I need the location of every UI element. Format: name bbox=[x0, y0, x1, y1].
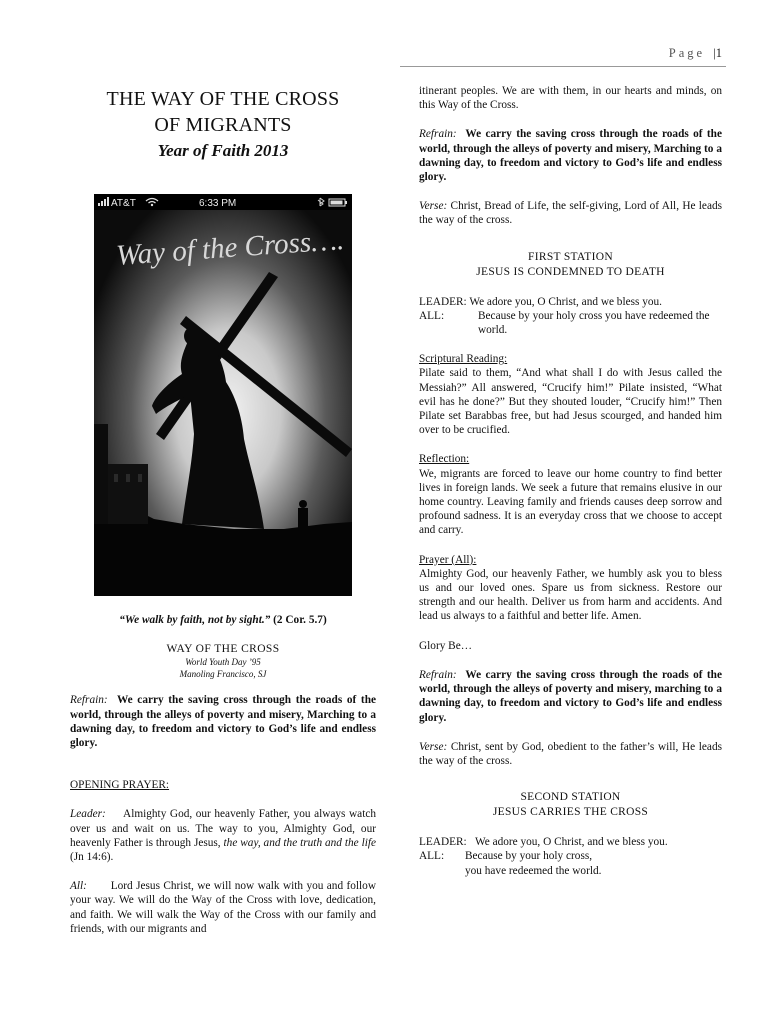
page-label: Page bbox=[668, 46, 706, 60]
opening-leader-ref: (Jn 14:6). bbox=[70, 851, 114, 864]
reflection-text: We, migrants are forced to leave our home country to find better lives in foreign lands. We seek a future that remains elusive in our home country. Leaving family and friends causes deep sorrow and profound sadness. It is an everyday cross that we choose to accept and carry. bbox=[419, 467, 722, 537]
station-2-all-label: ALL: bbox=[419, 850, 445, 863]
small-figure-silhouette bbox=[298, 500, 308, 530]
quote-reference: (2 Cor. 5.7) bbox=[273, 614, 327, 626]
verse-1 bbox=[419, 199, 722, 227]
document-subtitle: Year of Faith 2013 bbox=[157, 141, 289, 160]
left-column bbox=[70, 86, 376, 936]
station-1-all bbox=[419, 309, 722, 337]
station-1-leader-label: LEADER: bbox=[419, 295, 467, 308]
reflection-heading: Reflection: bbox=[419, 453, 470, 466]
station-1-number: FIRST STATION bbox=[528, 250, 613, 263]
station-2-all bbox=[419, 849, 722, 863]
scriptural-reading-heading: Scriptural Reading: bbox=[419, 353, 508, 366]
glory-be: Glory Be… bbox=[419, 639, 473, 652]
verse-1-text: Christ, Bread of Life, the self-giving, Lord of All, He leads the way of the cross. bbox=[419, 200, 723, 227]
station-1-all-text: Because by your holy cross you have redeemed the world. bbox=[478, 309, 710, 337]
phone-screenshot-image bbox=[94, 194, 352, 596]
opening-all-text: Lord Jesus Christ, we will now walk with you and follow your way. We will do the Way of the Cross with love, dedication, and faith. We will walk the Way of the Cross with our family and friends, with our migrants and bbox=[70, 880, 376, 935]
opening-leader-italic: the way, and the truth and the life bbox=[223, 836, 376, 849]
station-2-all-text-1: Because by your holy cross, bbox=[465, 850, 593, 863]
prayer-heading: Prayer (All): bbox=[419, 553, 477, 566]
opening-leader-text: Almighty God, our heavenly Father, you always watch over us and wait on us. The way to you, Almighty God, our heavenly Father is through Jesus, bbox=[70, 808, 376, 849]
opening-all bbox=[70, 879, 376, 936]
station-1-leader bbox=[419, 295, 722, 309]
carrier-label: AT&T bbox=[111, 198, 136, 209]
opening-leader bbox=[70, 807, 376, 864]
refrain-3 bbox=[419, 668, 722, 725]
refrain-1-text: We carry the saving cross through the roads of the world, through the alleys of poverty and misery, Marching to a dawning day, to freedom and victory to God’s life and endless glory. bbox=[70, 694, 376, 750]
station-1-name: JESUS IS CONDEMNED TO DEATH bbox=[476, 265, 665, 278]
way-of-cross-illustration bbox=[94, 194, 352, 596]
header-rule bbox=[400, 66, 726, 67]
scripture-quote bbox=[70, 613, 376, 627]
station-2-all-text-2: you have redeemed the world. bbox=[465, 864, 602, 877]
hymn-title: WAY OF THE CROSS bbox=[166, 643, 280, 656]
station-1-all-label: ALL: bbox=[419, 309, 445, 322]
verse-1-label: Verse: bbox=[419, 200, 448, 213]
station-2-number: SECOND STATION bbox=[520, 791, 621, 804]
prayer-text: Almighty God, our heavenly Father, we humbly ask you to bless us and our loved ones. Spare us from sickness. Restore our strength and our health. Deliver us from harm and accidents. And lead us always to a faithful and better life. Amen. bbox=[419, 567, 722, 623]
scriptural-reading-text: Pilate said to them, “And what shall I do with Jesus called the Messiah?” All answered, “Crucify him!” Pilate insisted, “What evil has he done?” But they shouted louder, “Crucify him!” Then Pilate set Barabbas free, but had Jesus scourged, and handed him over to be crucified. bbox=[419, 367, 722, 437]
opening-continuation: itinerant peoples. We are with them, in our hearts and minds, on this Way of the Cross. bbox=[419, 85, 722, 112]
refrain-2-label: Refrain: bbox=[419, 128, 457, 141]
refrain-2 bbox=[419, 127, 722, 184]
title-line-2: OF MIGRANTS bbox=[154, 114, 292, 136]
opening-all-label: All: bbox=[70, 880, 87, 893]
right-column bbox=[419, 84, 722, 878]
verse-2 bbox=[419, 740, 722, 768]
station-1-leader-text: We adore you, O Christ, and we bless you. bbox=[469, 295, 662, 308]
opening-leader-label: Leader: bbox=[70, 808, 106, 821]
page-separator: | bbox=[713, 46, 716, 60]
quote-text: “We walk by faith, not by sight.” bbox=[119, 614, 271, 626]
clock-label: 6:33 PM bbox=[199, 198, 237, 209]
station-2-leader-label: LEADER: bbox=[419, 836, 467, 849]
page-number: 1 bbox=[715, 46, 722, 60]
station-2-leader-text: We adore you, O Christ, and we bless you. bbox=[474, 836, 668, 849]
refrain-1 bbox=[70, 693, 376, 750]
opening-prayer-heading: OPENING PRAYER: bbox=[70, 779, 170, 792]
refrain-3-text: We carry the saving cross through the roads of the world, through the alleys of poverty and misery, marching to a dawning day, to freedom and victory to God’s life and endless glory. bbox=[419, 668, 722, 724]
refrain-3-label: Refrain: bbox=[419, 668, 457, 681]
document-title bbox=[70, 86, 376, 138]
hymn-author: Manoling Francisco, SJ bbox=[179, 669, 267, 680]
hymn-event: World Youth Day ’95 bbox=[185, 657, 261, 668]
refrain-1-label: Refrain: bbox=[70, 694, 108, 707]
station-2-name: JESUS CARRIES THE CROSS bbox=[492, 806, 649, 819]
verse-2-label: Verse: bbox=[419, 740, 448, 753]
script-title: Way of the Cross…. bbox=[115, 223, 346, 272]
page-header bbox=[669, 46, 722, 61]
title-line-1: THE WAY OF THE CROSS bbox=[106, 88, 340, 110]
station-2-leader bbox=[419, 835, 722, 849]
refrain-2-text: We carry the saving cross through the roads of the world, through the alleys of poverty and misery, Marching to a dawning day, to freedom and victory to God’s life and endless glory. bbox=[419, 128, 722, 184]
verse-2-text: Christ, sent by God, obedient to the father’s will, He leads the way of the cross. bbox=[419, 740, 722, 767]
